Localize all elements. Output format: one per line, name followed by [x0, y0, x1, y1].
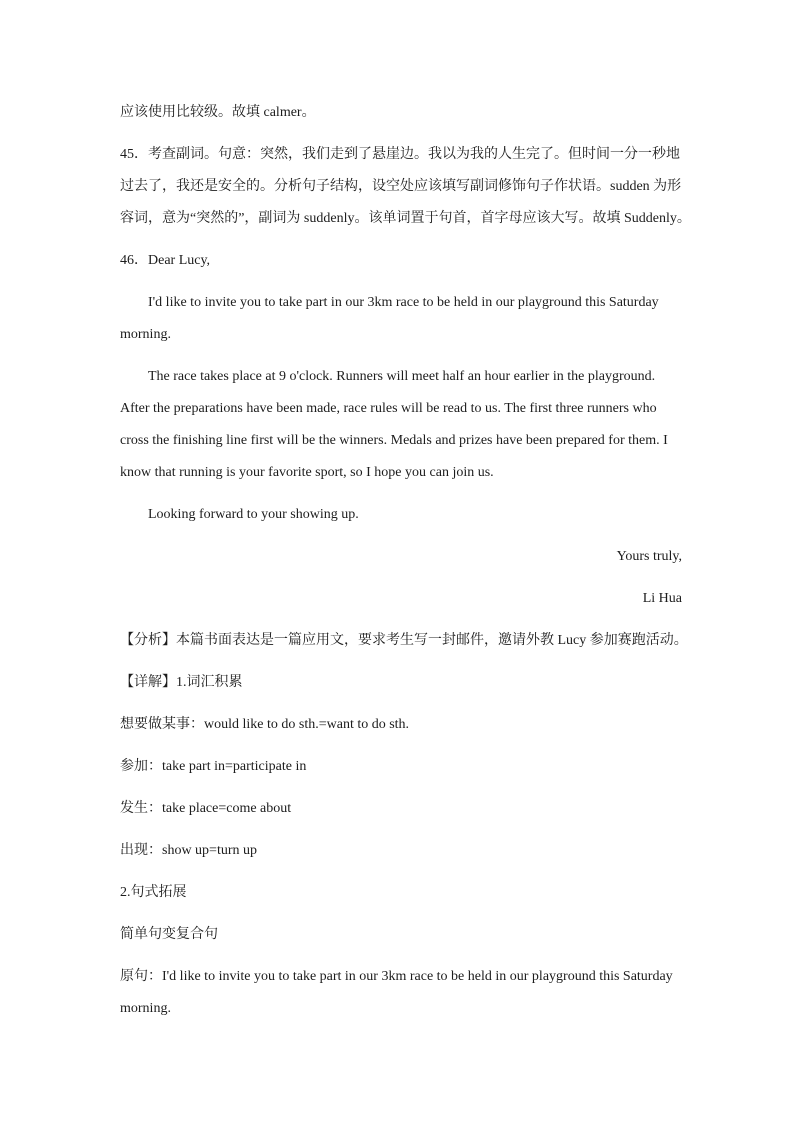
question-46-salutation-paragraph	[120, 245, 682, 277]
letter-line: morning.	[120, 327, 171, 342]
letter-body-paragraph	[120, 361, 682, 489]
vocab-item	[120, 709, 682, 741]
letter-signature-paragraph	[120, 583, 682, 615]
original-sentence-line: 原句：I'd like to invite you to take part in our 3km race to be held in our playground this Saturday	[120, 969, 673, 984]
previous-answer-paragraph	[120, 97, 682, 129]
letter-line: The race takes place at 9 o'clock. Runners will meet half an hour earlier in the playground.	[148, 369, 656, 384]
letter-body-paragraph	[120, 287, 682, 351]
analysis-line: 【分析】本篇书面表达是一篇应用文，要求考生写一封邮件，邀请外教 Lucy 参加赛跑活动。	[120, 633, 688, 648]
section-2-heading: 2.句式拓展	[120, 885, 187, 900]
sentence-type-subheading: 简单句变复合句	[120, 927, 218, 942]
sentence-type-subheading-paragraph	[120, 919, 682, 951]
letter-line: cross the finishing line first will be the winners. Medals and prizes have been prepared for them. I	[120, 433, 668, 448]
vocab-item	[120, 751, 682, 783]
original-sentence	[120, 961, 682, 1025]
letter-line: know that running is your favorite sport, so I hope you can join us.	[120, 465, 494, 480]
explanation-line: 容词，意为“突然的”，副词为 suddenly。该单词置于句首，首字母应该大写。故填 Suddenly。	[120, 211, 691, 226]
original-sentence-line: morning.	[120, 1001, 171, 1016]
letter-closing: Yours truly,	[616, 549, 682, 564]
details-heading: 【详解】1.词汇积累	[120, 675, 243, 690]
letter-line: After the preparations have been made, race rules will be read to us. The first three runners who	[120, 401, 657, 416]
details-heading-paragraph	[120, 667, 682, 699]
letter-salutation: 46．Dear Lucy,	[120, 253, 211, 268]
vocab-item-line: 参加：take part in=participate in	[120, 759, 307, 774]
document-content	[120, 97, 691, 1035]
vocab-item-line: 想要做某事：would like to do sth.=want to do sth.	[120, 717, 410, 732]
letter-line: Looking forward to your showing up.	[148, 507, 359, 522]
vocab-item-line: 发生：take place=come about	[120, 801, 292, 816]
vocab-item-line: 出现：show up=turn up	[120, 843, 258, 858]
section-2-heading-paragraph	[120, 877, 682, 909]
explanation-line: 过去了，我还是安全的。分析句子结构，设空处应该填写副词修饰句子作状语。sudden 为形	[120, 179, 682, 194]
previous-answer-line: 应该使用比较级。故填 calmer。	[120, 105, 316, 120]
vocab-item	[120, 835, 682, 867]
vocab-item	[120, 793, 682, 825]
analysis-paragraph	[120, 625, 688, 657]
letter-signature: Li Hua	[642, 591, 682, 606]
letter-body-paragraph	[120, 499, 682, 531]
letter-line: I'd like to invite you to take part in our 3km race to be held in our playground this Saturday	[148, 295, 659, 310]
question-45-explanation	[120, 139, 691, 235]
explanation-line: 45．考查副词。句意：突然，我们走到了悬崖边。我以为我的人生完了。但时间一分一秒地	[120, 147, 680, 162]
letter-closing-paragraph	[120, 541, 682, 573]
